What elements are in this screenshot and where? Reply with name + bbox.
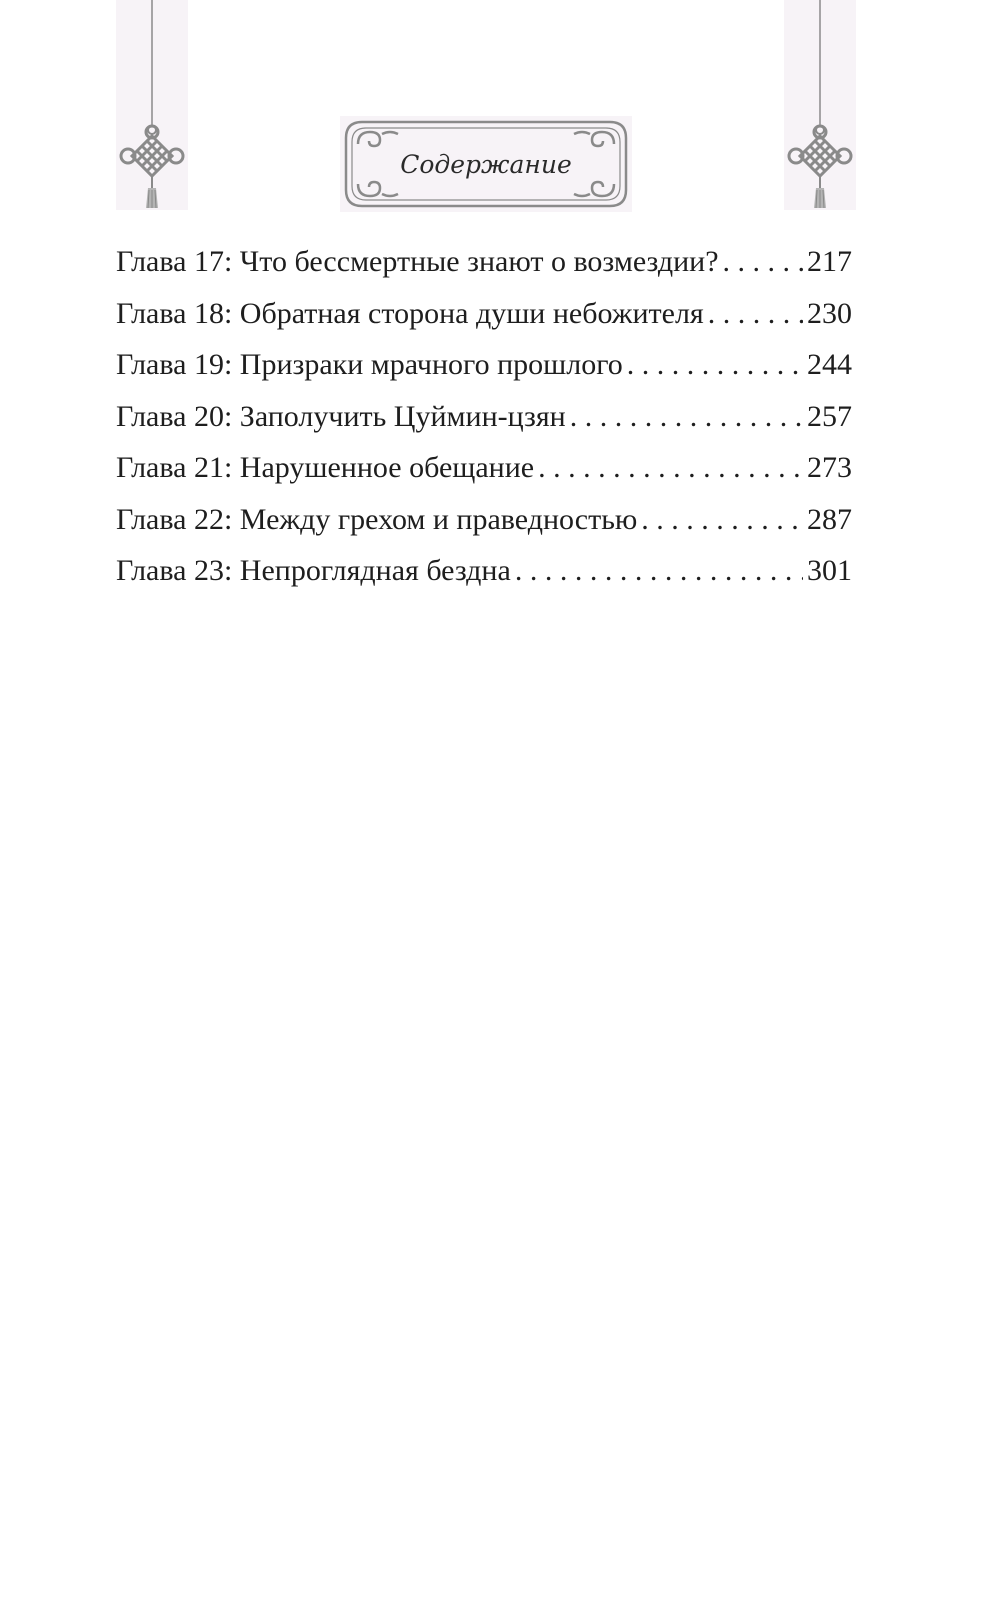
endless-knot-icon — [784, 0, 856, 210]
toc-entry-label: Глава 23: Непроглядная бездна — [116, 554, 511, 587]
toc-entry-label: Глава 21: Нарушенное обещание — [116, 451, 535, 484]
toc-entry-label: Глава 18: Обратная сторона души небожителя — [116, 296, 704, 330]
toc-entry-label: Глава 20: Заполучить Цуймин-цзян — [116, 399, 566, 433]
dot-leader — [723, 236, 803, 288]
toc-entry-label: Глава 17: Что бессмертные знают о возмездии? — [116, 245, 719, 278]
toc-entry-page: 273 — [807, 451, 852, 484]
toc-entry-page: 230 — [807, 296, 852, 330]
left-knot-ornament — [116, 0, 188, 210]
page-title: Содержание — [400, 149, 572, 179]
toc-entry — [116, 494, 852, 546]
table-of-contents — [116, 236, 852, 597]
toc-entry-page: 287 — [807, 502, 852, 536]
toc-entry-label: Глава 19: Призраки мрачного прошлого — [116, 348, 623, 381]
title-frame — [340, 116, 632, 212]
toc-entry — [116, 339, 852, 391]
toc-entry — [116, 545, 852, 597]
toc-entry — [116, 288, 852, 340]
dot-leader — [570, 391, 803, 443]
right-knot-ornament — [784, 0, 856, 210]
endless-knot-icon — [116, 0, 188, 210]
dot-leader — [641, 494, 803, 546]
dot-leader — [627, 339, 803, 391]
toc-entry-page: 217 — [807, 245, 852, 278]
toc-entry-page: 301 — [807, 554, 852, 587]
dot-leader — [538, 442, 803, 494]
toc-entry — [116, 442, 852, 494]
toc-entry-page: 257 — [807, 399, 852, 433]
toc-entry-page: 244 — [807, 348, 852, 381]
toc-entry-label: Глава 22: Между грехом и праведностью — [116, 502, 638, 536]
toc-entry — [116, 391, 852, 443]
dot-leader — [515, 545, 803, 597]
dot-leader — [708, 288, 803, 340]
toc-entry — [116, 236, 852, 288]
